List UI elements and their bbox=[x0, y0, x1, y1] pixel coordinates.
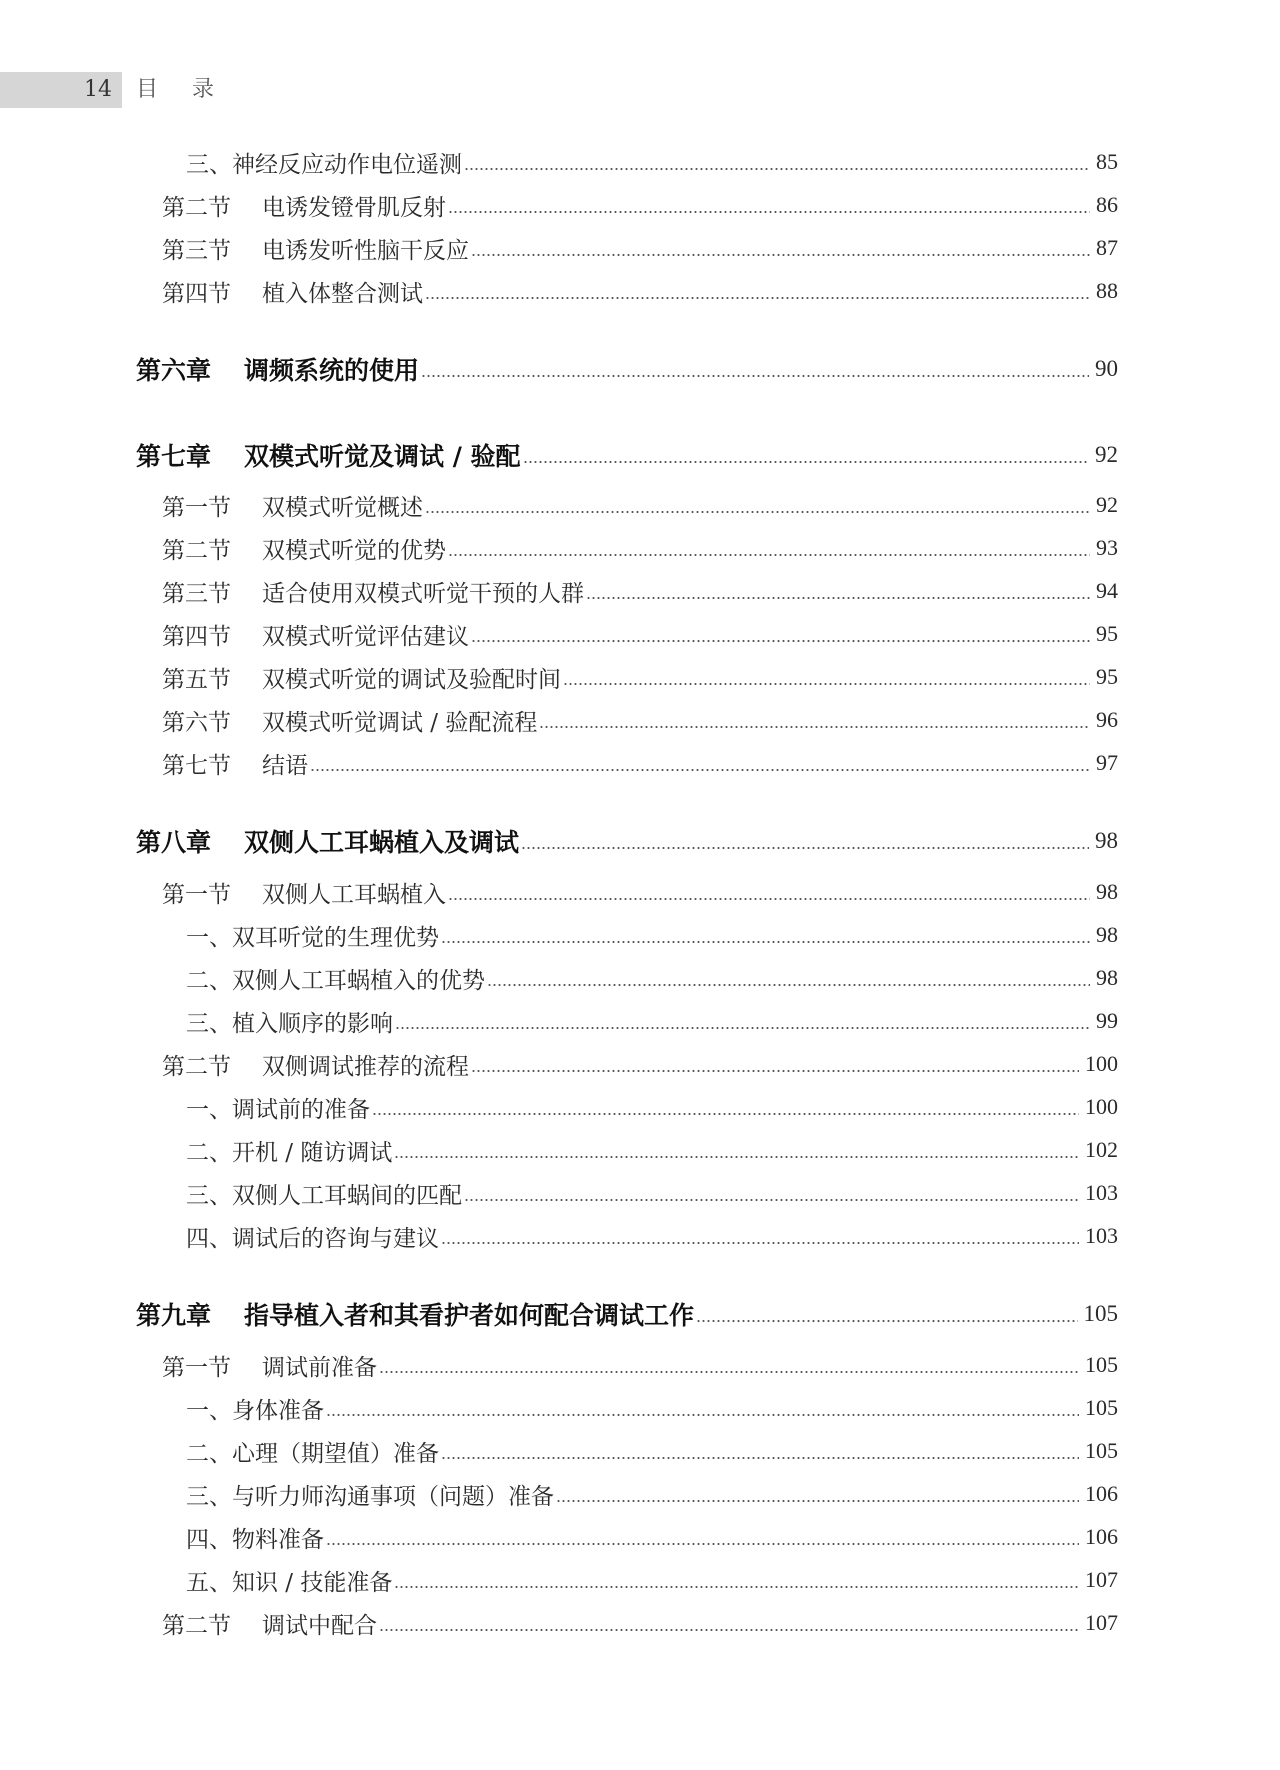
section-number: 第一节 bbox=[162, 1354, 231, 1381]
toc-entry-title bbox=[186, 1005, 393, 1038]
page-ref: 88 bbox=[1096, 278, 1118, 303]
section-number: 第四节 bbox=[162, 280, 231, 307]
page-number: 14 bbox=[84, 77, 112, 102]
section-number: 第二节 bbox=[162, 1053, 231, 1080]
section-number: 第一节 bbox=[162, 494, 231, 521]
toc-entry-item bbox=[186, 1433, 1118, 1469]
toc-entry-chapter bbox=[136, 823, 1118, 859]
toc-entry-item bbox=[186, 1089, 1118, 1125]
chapter-number: 第七章 bbox=[136, 442, 212, 471]
entry-text: 一、双耳听觉的生理优势 bbox=[186, 924, 439, 951]
dot-leader bbox=[523, 461, 1089, 463]
dot-leader bbox=[441, 1457, 1079, 1459]
dot-leader bbox=[394, 1156, 1079, 1158]
entry-text: 双模式听觉概述 bbox=[262, 494, 423, 521]
dot-leader bbox=[425, 511, 1090, 513]
section-number: 第三节 bbox=[162, 580, 231, 607]
toc-entry-title bbox=[186, 962, 485, 995]
entry-text: 四、物料准备 bbox=[186, 1526, 324, 1553]
toc-entry-title bbox=[186, 1091, 370, 1124]
dot-leader bbox=[421, 375, 1089, 377]
dot-leader bbox=[448, 554, 1090, 556]
page-ref: 93 bbox=[1096, 535, 1118, 560]
entry-text: 双侧调试推荐的流程 bbox=[262, 1053, 469, 1080]
page-ref: 99 bbox=[1096, 1008, 1118, 1033]
dot-leader bbox=[471, 254, 1090, 256]
toc-entry-title bbox=[162, 1607, 377, 1640]
entry-text: 二、心理（期望值）准备 bbox=[186, 1440, 439, 1467]
page-ref: 92 bbox=[1095, 442, 1118, 467]
toc-entry-title bbox=[186, 1521, 324, 1554]
dot-leader bbox=[441, 941, 1090, 943]
entry-text: 双模式听觉调试 / 验配流程 bbox=[262, 709, 538, 736]
chapter-number: 第六章 bbox=[136, 356, 212, 385]
toc-entry-item bbox=[186, 917, 1118, 953]
toc-entry-section bbox=[162, 1046, 1118, 1082]
dot-leader bbox=[448, 898, 1090, 900]
entry-text: 电诱发听性脑干反应 bbox=[262, 237, 469, 264]
dot-leader bbox=[395, 1027, 1090, 1029]
toc-entry-title bbox=[162, 232, 469, 265]
toc-entry-title bbox=[186, 1134, 392, 1167]
page-ref: 103 bbox=[1085, 1223, 1118, 1248]
dot-leader bbox=[487, 984, 1090, 986]
dot-leader bbox=[326, 1414, 1079, 1416]
page-ref: 105 bbox=[1085, 1395, 1118, 1420]
section-number: 第二节 bbox=[162, 194, 231, 221]
page-ref: 103 bbox=[1085, 1180, 1118, 1205]
entry-text: 三、与听力师沟通事项（问题）准备 bbox=[186, 1483, 554, 1510]
entry-text: 双模式听觉的调试及验配时间 bbox=[262, 666, 561, 693]
toc-entry-title bbox=[162, 1048, 469, 1081]
toc-entry-section bbox=[162, 659, 1118, 695]
toc-entry-section bbox=[162, 487, 1118, 523]
toc-entry-title bbox=[186, 1177, 462, 1210]
toc-entry-chapter bbox=[136, 437, 1118, 473]
dot-leader bbox=[521, 847, 1089, 849]
section-number: 第二节 bbox=[162, 1612, 231, 1639]
toc-entry-section bbox=[162, 702, 1118, 738]
section-number: 第六节 bbox=[162, 709, 231, 736]
toc-entry-title bbox=[186, 1220, 439, 1253]
page-ref: 98 bbox=[1096, 879, 1118, 904]
entry-text: 适合使用双模式听觉干预的人群 bbox=[262, 580, 584, 607]
toc-entry-item bbox=[186, 1003, 1118, 1039]
toc-entry-section bbox=[162, 530, 1118, 566]
section-number: 第四节 bbox=[162, 623, 231, 650]
section-number: 第五节 bbox=[162, 666, 231, 693]
page-ref: 100 bbox=[1085, 1094, 1118, 1119]
toc-entry-title bbox=[162, 1349, 377, 1382]
page-ref: 90 bbox=[1095, 356, 1118, 381]
toc-entry-title bbox=[162, 489, 423, 522]
entry-text: 二、双侧人工耳蜗植入的优势 bbox=[186, 967, 485, 994]
page-ref: 107 bbox=[1085, 1567, 1118, 1592]
toc-entry-chapter bbox=[136, 351, 1118, 387]
toc-entry-item bbox=[186, 1476, 1118, 1512]
dot-leader bbox=[586, 597, 1090, 599]
entry-text: 双模式听觉评估建议 bbox=[262, 623, 469, 650]
dot-leader bbox=[563, 683, 1090, 685]
toc-entry-section bbox=[162, 1347, 1118, 1383]
toc-entry-section bbox=[162, 616, 1118, 652]
toc-entry-item bbox=[186, 960, 1118, 996]
entry-text: 五、知识 / 技能准备 bbox=[186, 1569, 393, 1596]
toc-entry-section bbox=[162, 1605, 1118, 1641]
section-number: 第七节 bbox=[162, 752, 231, 779]
toc-entry-title bbox=[186, 1478, 554, 1511]
chapter-number: 第八章 bbox=[136, 828, 212, 857]
toc-entry-title bbox=[162, 876, 446, 909]
toc-entry-section bbox=[162, 745, 1118, 781]
entry-text: 四、调试后的咨询与建议 bbox=[186, 1225, 439, 1252]
toc-entry-title bbox=[186, 1392, 324, 1425]
entry-text: 二、开机 / 随访调试 bbox=[186, 1139, 393, 1166]
entry-text: 调频系统的使用 bbox=[244, 356, 420, 385]
page-ref: 95 bbox=[1096, 621, 1118, 646]
toc-entry-title bbox=[162, 532, 446, 565]
page-ref: 106 bbox=[1085, 1524, 1118, 1549]
page-ref: 96 bbox=[1096, 707, 1118, 732]
entry-text: 调试前准备 bbox=[262, 1354, 377, 1381]
entry-text: 调试中配合 bbox=[262, 1612, 377, 1639]
dot-leader bbox=[326, 1543, 1079, 1545]
toc-entry-item bbox=[186, 1218, 1118, 1254]
page-ref: 102 bbox=[1085, 1137, 1118, 1162]
toc-entry-title bbox=[136, 823, 519, 859]
running-header bbox=[0, 72, 400, 108]
entry-text: 一、身体准备 bbox=[186, 1397, 324, 1424]
entry-text: 植入体整合测试 bbox=[262, 280, 423, 307]
toc-entry-section bbox=[162, 874, 1118, 910]
section-number: 第一节 bbox=[162, 881, 231, 908]
entry-text: 双侧人工耳蜗植入 bbox=[262, 881, 446, 908]
toc-entry-title bbox=[136, 1296, 694, 1332]
page-ref: 100 bbox=[1085, 1051, 1118, 1076]
entry-text: 双模式听觉及调试 / 验配 bbox=[244, 442, 521, 471]
entry-text: 电诱发镫骨肌反射 bbox=[262, 194, 446, 221]
toc-entry-title bbox=[186, 919, 439, 952]
toc-entry-title bbox=[162, 618, 469, 651]
dot-leader bbox=[539, 726, 1090, 728]
toc-entry-title bbox=[162, 661, 561, 694]
dot-leader bbox=[464, 168, 1090, 170]
toc-entry-section bbox=[162, 273, 1118, 309]
page-ref: 94 bbox=[1096, 578, 1118, 603]
dot-leader bbox=[696, 1320, 1077, 1322]
toc-entry-item bbox=[186, 1175, 1118, 1211]
page-ref: 106 bbox=[1085, 1481, 1118, 1506]
toc-entry-section bbox=[162, 573, 1118, 609]
entry-text: 双模式听觉的优势 bbox=[262, 537, 446, 564]
toc-entry-section bbox=[162, 230, 1118, 266]
page-ref: 105 bbox=[1083, 1301, 1118, 1326]
toc-entry-title bbox=[162, 704, 537, 737]
toc-entry-title bbox=[162, 575, 584, 608]
dot-leader bbox=[464, 1199, 1079, 1201]
dot-leader bbox=[372, 1113, 1079, 1115]
dot-leader bbox=[379, 1371, 1079, 1373]
page-ref: 105 bbox=[1085, 1438, 1118, 1463]
toc-entry-title bbox=[186, 1564, 392, 1597]
entry-text: 三、神经反应动作电位遥测 bbox=[186, 151, 462, 178]
dot-leader bbox=[310, 769, 1090, 771]
dot-leader bbox=[556, 1500, 1079, 1502]
toc-entry-item bbox=[186, 1562, 1118, 1598]
dot-leader bbox=[448, 211, 1090, 213]
toc-entry-section bbox=[162, 187, 1118, 223]
entry-text: 三、双侧人工耳蜗间的匹配 bbox=[186, 1182, 462, 1209]
entry-text: 结语 bbox=[262, 752, 308, 779]
dot-leader bbox=[379, 1629, 1079, 1631]
page-ref: 98 bbox=[1096, 922, 1118, 947]
page-ref: 105 bbox=[1085, 1352, 1118, 1377]
toc-entry-title bbox=[136, 437, 521, 473]
toc-entry-title bbox=[186, 146, 462, 179]
section-number: 第三节 bbox=[162, 237, 231, 264]
chapter-number: 第九章 bbox=[136, 1301, 212, 1330]
toc-entry-item bbox=[186, 1132, 1118, 1168]
toc-entry-title bbox=[162, 275, 423, 308]
page-ref: 95 bbox=[1096, 664, 1118, 689]
page-ref: 97 bbox=[1096, 750, 1118, 775]
page-ref: 92 bbox=[1096, 492, 1118, 517]
page-ref: 87 bbox=[1096, 235, 1118, 260]
toc-entry-title bbox=[162, 747, 308, 780]
page-ref: 107 bbox=[1085, 1610, 1118, 1635]
page-ref: 85 bbox=[1096, 149, 1118, 174]
toc-entry-item bbox=[186, 1519, 1118, 1555]
toc-entry-item bbox=[186, 1390, 1118, 1426]
section-number: 第二节 bbox=[162, 537, 231, 564]
toc-entry-item bbox=[186, 144, 1118, 180]
dot-leader bbox=[471, 1070, 1079, 1072]
toc-entry-chapter bbox=[136, 1296, 1118, 1332]
toc-entry-title bbox=[136, 351, 419, 387]
entry-text: 三、植入顺序的影响 bbox=[186, 1010, 393, 1037]
page-ref: 98 bbox=[1095, 828, 1118, 853]
toc-entry-title bbox=[162, 189, 446, 222]
dot-leader bbox=[425, 297, 1090, 299]
dot-leader bbox=[394, 1586, 1079, 1588]
entry-text: 一、调试前的准备 bbox=[186, 1096, 370, 1123]
entry-text: 双侧人工耳蜗植入及调试 bbox=[244, 828, 520, 857]
page-ref: 86 bbox=[1096, 192, 1118, 217]
dot-leader bbox=[441, 1242, 1079, 1244]
entry-text: 指导植入者和其看护者如何配合调试工作 bbox=[244, 1301, 695, 1330]
header-title: 目录 bbox=[136, 77, 249, 102]
dot-leader bbox=[471, 640, 1090, 642]
toc-entry-title bbox=[186, 1435, 439, 1468]
page-ref: 98 bbox=[1096, 965, 1118, 990]
